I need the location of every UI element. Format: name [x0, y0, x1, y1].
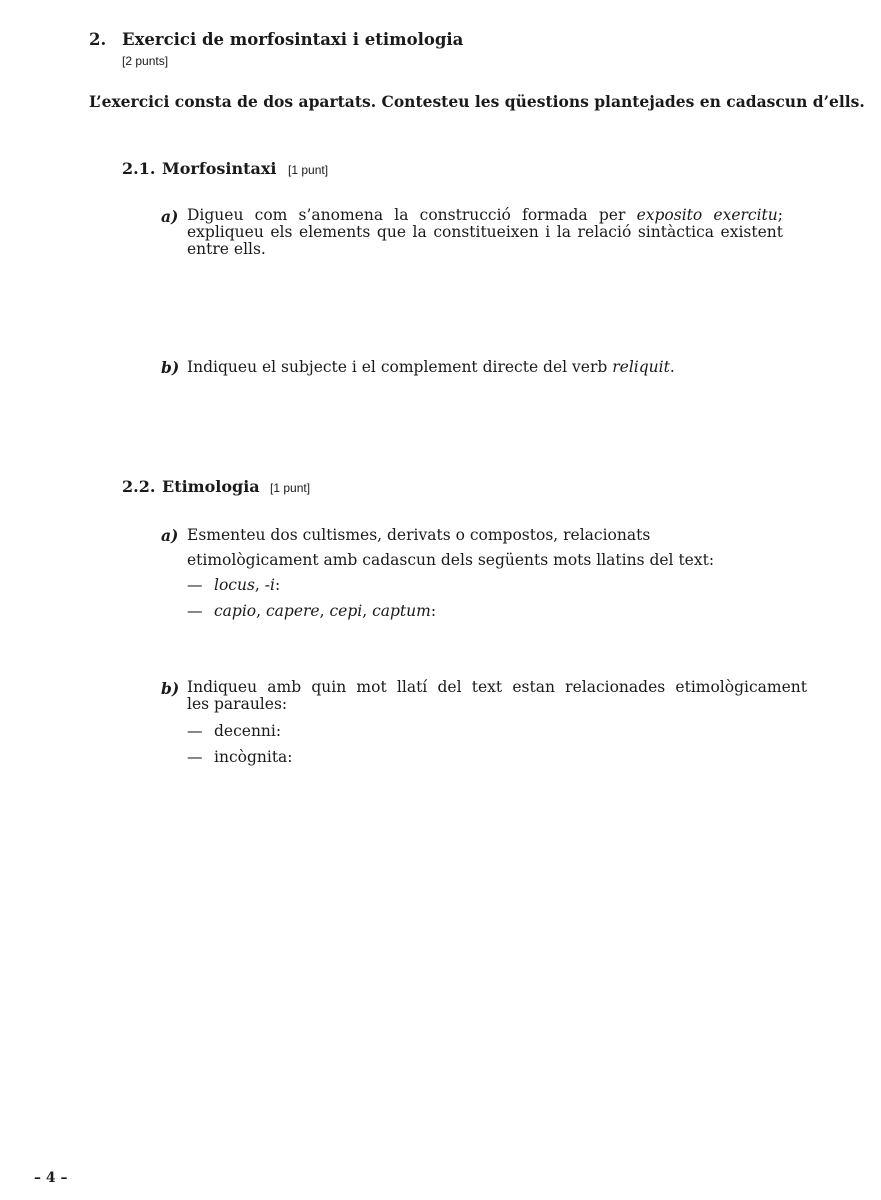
exercise-title: Exercici de morfosintaxi i etimologia [122, 30, 464, 49]
question-2-2-b-item-1: decenni: [214, 722, 282, 740]
exercise-intro: L’exercici consta de dos apartats. Contesteu les qüestions plantejades en cadascun d’ells. [89, 92, 865, 111]
question-2-1-a-text [187, 207, 783, 258]
question-2-1-b-text: Indiqueu el subjecte i el complement directe del verb reliquit. [187, 358, 675, 376]
section-2-2-title: Etimologia [162, 477, 260, 496]
section-2-1-title: Morfosintaxi [162, 159, 277, 178]
question-2-1-a-label: a) [161, 207, 179, 226]
question-2-1-a-line-3: entre ells. [187, 240, 266, 258]
question-2-2-b-dash-1: — [187, 722, 203, 740]
question-2-2-b-label: b) [161, 679, 180, 698]
question-2-2-b-line-2: les paraules: [187, 695, 288, 713]
question-2-2-a-label: a) [161, 526, 179, 545]
question-2-2-a-item-2: capio, capere, cepi, captum: [214, 602, 437, 620]
exercise-number: 2. [89, 30, 107, 49]
section-2-2-points: [1 punt] [270, 481, 311, 495]
page-number: – 4 – [34, 1170, 68, 1186]
question-2-2-b-dash-2: — [187, 748, 203, 766]
question-2-2-b-item-2: incògnita: [214, 748, 293, 766]
exercise-points: [2 punts] [122, 54, 169, 68]
section-2-1-points: [1 punt] [288, 163, 329, 177]
question-2-1-a-line-1: Digueu com s’anomena la construcció formada per exposito exercitu; [187, 206, 783, 224]
question-2-2-b-line-1: Indiqueu amb quin mot llatí del text estan relacionades etimològicament [187, 678, 807, 696]
question-2-2-a-item-1: locus, -i: [214, 576, 281, 594]
section-2-2-number: 2.2. [122, 477, 156, 496]
question-2-1-a-line-2: expliqueu els elements que la constitueixen i la relació sintàctica existent [187, 223, 783, 241]
question-2-2-a-dash-1: — [187, 576, 203, 594]
question-2-2-a-dash-2: — [187, 602, 203, 620]
question-2-2-a-line-2: etimològicament amb cadascun dels següents mots llatins del text: [187, 551, 715, 569]
question-2-2-b-text [187, 679, 807, 713]
question-2-1-b-label: b) [161, 358, 180, 377]
question-2-2-a-line-1: Esmenteu dos cultismes, derivats o compostos, relacionats [187, 526, 651, 544]
section-2-1-number: 2.1. [122, 159, 156, 178]
